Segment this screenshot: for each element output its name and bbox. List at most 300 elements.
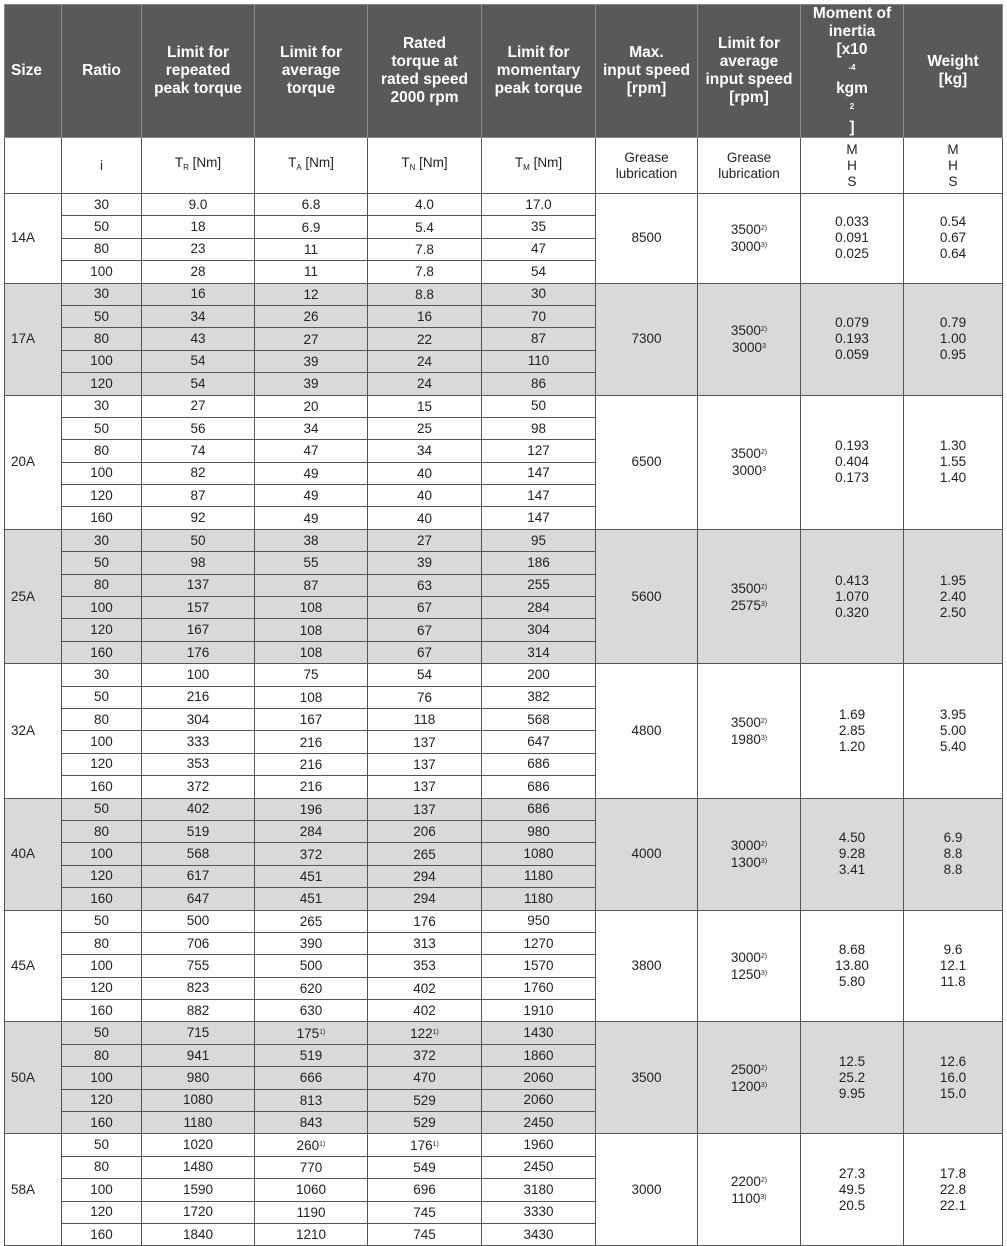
momentary-peak-torque-cell: 2450: [482, 1112, 596, 1134]
rated-torque-cell: 34: [368, 440, 482, 462]
size-group: [5, 529, 1003, 663]
max-input-speed-cell: 7300: [596, 283, 698, 395]
header-size: Size: [5, 5, 62, 138]
table-row: [5, 1022, 1003, 1044]
rated-torque-cell: 67: [368, 641, 482, 663]
ratio-cell: 30: [62, 194, 142, 216]
repeated-peak-torque-cell: 56: [142, 417, 255, 439]
rated-torque-cell: 122$^{1)}$: [368, 1022, 482, 1044]
max-input-speed-cell: 4000: [596, 798, 698, 910]
rated-torque-cell: 16: [368, 305, 482, 327]
unit-tr: $T_R$ [Nm]: [142, 138, 255, 194]
ratio-cell: 80: [62, 708, 142, 730]
avg-input-speed-cell: 3500$^{2)}$ 2575$^{3)}$: [698, 529, 801, 663]
momentary-peak-torque-cell: 568: [482, 708, 596, 730]
repeated-peak-torque-cell: 941: [142, 1044, 255, 1066]
rated-torque-cell: 313: [368, 932, 482, 954]
repeated-peak-torque-cell: 715: [142, 1022, 255, 1044]
unit-inertia: M H S: [801, 138, 904, 194]
average-torque-cell: 39: [255, 350, 368, 372]
momentary-peak-torque-cell: 47: [482, 238, 596, 260]
repeated-peak-torque-cell: 18: [142, 216, 255, 238]
ratio-cell: 100: [62, 350, 142, 372]
weight-cell: 9.6 12.1 11.8: [904, 910, 1003, 1022]
repeated-peak-torque-cell: 27: [142, 395, 255, 417]
average-torque-cell: 12: [255, 283, 368, 305]
header-average-torque: Limit for average torque: [255, 5, 368, 138]
rated-torque-cell: 7.8: [368, 238, 482, 260]
size-group: [5, 664, 1003, 798]
momentary-peak-torque-cell: 2450: [482, 1156, 596, 1178]
average-torque-cell: 284: [255, 820, 368, 842]
average-torque-cell: 87: [255, 574, 368, 596]
momentary-peak-torque-cell: 1270: [482, 932, 596, 954]
header-rated-torque: Rated torque at rated speed 2000 rpm: [368, 5, 482, 138]
average-torque-cell: 108: [255, 641, 368, 663]
repeated-peak-torque-cell: 568: [142, 843, 255, 865]
momentary-peak-torque-cell: 950: [482, 910, 596, 932]
momentary-peak-torque-cell: 1760: [482, 977, 596, 999]
max-input-speed-cell: 4800: [596, 664, 698, 798]
average-torque-cell: 770: [255, 1156, 368, 1178]
inertia-cell: 0.033 0.091 0.025: [801, 194, 904, 284]
repeated-peak-torque-cell: 1020: [142, 1134, 255, 1156]
rated-torque-cell: 265: [368, 843, 482, 865]
repeated-peak-torque-cell: 1840: [142, 1223, 255, 1245]
repeated-peak-torque-cell: 372: [142, 776, 255, 798]
average-torque-cell: 20: [255, 395, 368, 417]
rated-torque-cell: 63: [368, 574, 482, 596]
size-group: [5, 910, 1003, 1022]
size-cell: 17A: [5, 283, 62, 395]
rated-torque-cell: 470: [368, 1067, 482, 1089]
average-torque-cell: 11: [255, 261, 368, 283]
rated-torque-cell: 67: [368, 619, 482, 641]
ratio-cell: 50: [62, 417, 142, 439]
repeated-peak-torque-cell: 1590: [142, 1179, 255, 1201]
table-row: [5, 910, 1003, 932]
momentary-peak-torque-cell: 3330: [482, 1201, 596, 1223]
average-torque-cell: 39: [255, 373, 368, 395]
repeated-peak-torque-cell: 500: [142, 910, 255, 932]
repeated-peak-torque-cell: 216: [142, 686, 255, 708]
average-torque-cell: 55: [255, 552, 368, 574]
avg-input-speed-cell: 2500$^{2)}$ 1200$^{3)}$: [698, 1022, 801, 1134]
momentary-peak-torque-cell: 686: [482, 753, 596, 775]
momentary-peak-torque-cell: 304: [482, 619, 596, 641]
max-input-speed-cell: 6500: [596, 395, 698, 529]
average-torque-cell: 1060: [255, 1179, 368, 1201]
momentary-peak-torque-cell: 95: [482, 529, 596, 551]
repeated-peak-torque-cell: 28: [142, 261, 255, 283]
repeated-peak-torque-cell: 157: [142, 597, 255, 619]
header-row: [5, 5, 1003, 138]
repeated-peak-torque-cell: 176: [142, 641, 255, 663]
weight-cell: 6.9 8.8 8.8: [904, 798, 1003, 910]
momentary-peak-torque-cell: 186: [482, 552, 596, 574]
rated-torque-cell: 745: [368, 1223, 482, 1245]
rated-torque-cell: 529: [368, 1112, 482, 1134]
repeated-peak-torque-cell: 16: [142, 283, 255, 305]
inertia-cell: 0.193 0.404 0.173: [801, 395, 904, 529]
inertia-cell: 4.50 9.28 3.41: [801, 798, 904, 910]
repeated-peak-torque-cell: 82: [142, 462, 255, 484]
header-ratio: Ratio: [62, 5, 142, 138]
repeated-peak-torque-cell: 304: [142, 708, 255, 730]
average-torque-cell: 49: [255, 485, 368, 507]
average-torque-cell: 6.8: [255, 194, 368, 216]
rated-torque-cell: 372: [368, 1044, 482, 1066]
ratio-cell: 80: [62, 328, 142, 350]
unit-tm: $T_M$ [Nm]: [482, 138, 596, 194]
momentary-peak-torque-cell: 255: [482, 574, 596, 596]
rated-torque-cell: 118: [368, 708, 482, 730]
ratio-cell: 80: [62, 820, 142, 842]
average-torque-cell: 26: [255, 305, 368, 327]
ratio-cell: 50: [62, 1022, 142, 1044]
momentary-peak-torque-cell: 1860: [482, 1044, 596, 1066]
ratio-cell: 50: [62, 552, 142, 574]
average-torque-cell: 451: [255, 865, 368, 887]
weight-cell: 12.6 16.0 15.0: [904, 1022, 1003, 1134]
size-cell: 40A: [5, 798, 62, 910]
repeated-peak-torque-cell: 353: [142, 753, 255, 775]
rated-torque-cell: 745: [368, 1201, 482, 1223]
gear-spec-table: [4, 4, 1003, 1246]
ratio-cell: 160: [62, 888, 142, 910]
average-torque-cell: 49: [255, 507, 368, 529]
repeated-peak-torque-cell: 980: [142, 1067, 255, 1089]
average-torque-cell: 390: [255, 932, 368, 954]
ratio-cell: 120: [62, 977, 142, 999]
size-cell: 20A: [5, 395, 62, 529]
size-group: [5, 798, 1003, 910]
weight-cell: 0.54 0.67 0.64: [904, 194, 1003, 284]
ratio-cell: 30: [62, 395, 142, 417]
avg-input-speed-cell: 3500$^{2)}$ 3000$^3$: [698, 283, 801, 395]
average-torque-cell: 216: [255, 731, 368, 753]
momentary-peak-torque-cell: 382: [482, 686, 596, 708]
ratio-cell: 160: [62, 1112, 142, 1134]
average-torque-cell: 11: [255, 238, 368, 260]
rated-torque-cell: 402: [368, 1000, 482, 1022]
unit-size: [5, 138, 62, 194]
rated-torque-cell: 137: [368, 776, 482, 798]
size-cell: 50A: [5, 1022, 62, 1134]
rated-torque-cell: 7.8: [368, 261, 482, 283]
ratio-cell: 120: [62, 753, 142, 775]
repeated-peak-torque-cell: 647: [142, 888, 255, 910]
table-row: [5, 395, 1003, 417]
momentary-peak-torque-cell: 127: [482, 440, 596, 462]
rated-torque-cell: 67: [368, 597, 482, 619]
rated-torque-cell: 696: [368, 1179, 482, 1201]
header-weight: Weight [kg]: [904, 5, 1003, 138]
units-row: [5, 138, 1003, 194]
ratio-cell: 50: [62, 798, 142, 820]
momentary-peak-torque-cell: 3180: [482, 1179, 596, 1201]
avg-input-speed-cell: 3500$^{2)}$ 3000$^{3)}$: [698, 194, 801, 284]
average-torque-cell: 1190: [255, 1201, 368, 1223]
average-torque-cell: 260$^{1)}$: [255, 1134, 368, 1156]
momentary-peak-torque-cell: 98: [482, 417, 596, 439]
rated-torque-cell: 22: [368, 328, 482, 350]
ratio-cell: 80: [62, 440, 142, 462]
header-moment-of-inertia: Moment of inertia [x10 $^{-4}$ kgm $^2$ ]: [801, 5, 904, 138]
momentary-peak-torque-cell: 980: [482, 820, 596, 842]
momentary-peak-torque-cell: 87: [482, 328, 596, 350]
rated-torque-cell: 40: [368, 462, 482, 484]
repeated-peak-torque-cell: 9.0: [142, 194, 255, 216]
momentary-peak-torque-cell: 1180: [482, 888, 596, 910]
inertia-cell: 0.413 1.070 0.320: [801, 529, 904, 663]
avg-input-speed-cell: 2200$^{2)}$ 1100$^{3)}$: [698, 1134, 801, 1246]
rated-torque-cell: 402: [368, 977, 482, 999]
rated-torque-cell: 76: [368, 686, 482, 708]
average-torque-cell: 666: [255, 1067, 368, 1089]
repeated-peak-torque-cell: 23: [142, 238, 255, 260]
rated-torque-cell: 25: [368, 417, 482, 439]
repeated-peak-torque-cell: 43: [142, 328, 255, 350]
size-group: [5, 395, 1003, 529]
ratio-cell: 50: [62, 686, 142, 708]
repeated-peak-torque-cell: 137: [142, 574, 255, 596]
rated-torque-cell: 54: [368, 664, 482, 686]
momentary-peak-torque-cell: 110: [482, 350, 596, 372]
avg-input-speed-cell: 3000$^{2)}$ 1250$^{3)}$: [698, 910, 801, 1022]
size-group: [5, 283, 1003, 395]
repeated-peak-torque-cell: 333: [142, 731, 255, 753]
rated-torque-cell: 8.8: [368, 283, 482, 305]
ratio-cell: 50: [62, 305, 142, 327]
momentary-peak-torque-cell: 30: [482, 283, 596, 305]
momentary-peak-torque-cell: 1430: [482, 1022, 596, 1044]
momentary-peak-torque-cell: 147: [482, 485, 596, 507]
repeated-peak-torque-cell: 1080: [142, 1089, 255, 1111]
average-torque-cell: 620: [255, 977, 368, 999]
momentary-peak-torque-cell: 1080: [482, 843, 596, 865]
ratio-cell: 50: [62, 1134, 142, 1156]
average-torque-cell: 216: [255, 753, 368, 775]
max-input-speed-cell: 3800: [596, 910, 698, 1022]
size-group: [5, 194, 1003, 284]
unit-avg-speed: Grease lubrication: [698, 138, 801, 194]
rated-torque-cell: 24: [368, 373, 482, 395]
repeated-peak-torque-cell: 50: [142, 529, 255, 551]
rated-torque-cell: 40: [368, 507, 482, 529]
repeated-peak-torque-cell: 1480: [142, 1156, 255, 1178]
rated-torque-cell: 176: [368, 910, 482, 932]
momentary-peak-torque-cell: 1570: [482, 955, 596, 977]
repeated-peak-torque-cell: 54: [142, 350, 255, 372]
avg-input-speed-cell: 3500$^{2)}$ 1980$^{3)}$: [698, 664, 801, 798]
repeated-peak-torque-cell: 1180: [142, 1112, 255, 1134]
momentary-peak-torque-cell: 86: [482, 373, 596, 395]
momentary-peak-torque-cell: 35: [482, 216, 596, 238]
average-torque-cell: 843: [255, 1112, 368, 1134]
momentary-peak-torque-cell: 200: [482, 664, 596, 686]
ratio-cell: 120: [62, 1201, 142, 1223]
average-torque-cell: 265: [255, 910, 368, 932]
ratio-cell: 80: [62, 932, 142, 954]
rated-torque-cell: 40: [368, 485, 482, 507]
table-row: [5, 1134, 1003, 1156]
ratio-cell: 50: [62, 216, 142, 238]
inertia-cell: 12.5 25.2 9.95: [801, 1022, 904, 1134]
weight-cell: 1.95 2.40 2.50: [904, 529, 1003, 663]
momentary-peak-torque-cell: 2060: [482, 1089, 596, 1111]
inertia-cell: 1.69 2.85 1.20: [801, 664, 904, 798]
momentary-peak-torque-cell: 54: [482, 261, 596, 283]
size-cell: 25A: [5, 529, 62, 663]
unit-weight: M H S: [904, 138, 1003, 194]
repeated-peak-torque-cell: 755: [142, 955, 255, 977]
momentary-peak-torque-cell: 70: [482, 305, 596, 327]
ratio-cell: 100: [62, 731, 142, 753]
repeated-peak-torque-cell: 519: [142, 820, 255, 842]
rated-torque-cell: 39: [368, 552, 482, 574]
repeated-peak-torque-cell: 100: [142, 664, 255, 686]
rated-torque-cell: 294: [368, 865, 482, 887]
rated-torque-cell: 137: [368, 798, 482, 820]
momentary-peak-torque-cell: 1960: [482, 1134, 596, 1156]
average-torque-cell: 372: [255, 843, 368, 865]
momentary-peak-torque-cell: 1910: [482, 1000, 596, 1022]
avg-input-speed-cell: 3500$^{2)}$ 3000$^3$: [698, 395, 801, 529]
unit-ratio: i: [62, 138, 142, 194]
momentary-peak-torque-cell: 686: [482, 776, 596, 798]
rated-torque-cell: 137: [368, 753, 482, 775]
ratio-cell: 120: [62, 485, 142, 507]
ratio-cell: 160: [62, 776, 142, 798]
table-row: [5, 194, 1003, 216]
ratio-cell: 120: [62, 1089, 142, 1111]
repeated-peak-torque-cell: 617: [142, 865, 255, 887]
ratio-cell: 100: [62, 1067, 142, 1089]
ratio-cell: 30: [62, 529, 142, 551]
ratio-cell: 80: [62, 238, 142, 260]
unit-ta: $T_A$ [Nm]: [255, 138, 368, 194]
ratio-cell: 120: [62, 619, 142, 641]
size-group: [5, 1134, 1003, 1246]
table-row: [5, 283, 1003, 305]
max-input-speed-cell: 3500: [596, 1022, 698, 1134]
average-torque-cell: 813: [255, 1089, 368, 1111]
average-torque-cell: 49: [255, 462, 368, 484]
rated-torque-cell: 176$^{1)}$: [368, 1134, 482, 1156]
weight-cell: 0.79 1.00 0.95: [904, 283, 1003, 395]
momentary-peak-torque-cell: 1180: [482, 865, 596, 887]
header-average-input-speed: Limit for average input speed [rpm]: [698, 5, 801, 138]
momentary-peak-torque-cell: 686: [482, 798, 596, 820]
momentary-peak-torque-cell: 147: [482, 507, 596, 529]
average-torque-cell: 630: [255, 1000, 368, 1022]
header-max-input-speed: Max. input speed [rpm]: [596, 5, 698, 138]
momentary-peak-torque-cell: 647: [482, 731, 596, 753]
table-header: [5, 5, 1003, 194]
rated-torque-cell: 15: [368, 395, 482, 417]
ratio-cell: 50: [62, 910, 142, 932]
repeated-peak-torque-cell: 92: [142, 507, 255, 529]
rated-torque-cell: 4.0: [368, 194, 482, 216]
repeated-peak-torque-cell: 1720: [142, 1201, 255, 1223]
size-group: [5, 1022, 1003, 1134]
rated-torque-cell: 353: [368, 955, 482, 977]
ratio-cell: 100: [62, 1179, 142, 1201]
rated-torque-cell: 206: [368, 820, 482, 842]
inertia-cell: 27.3 49.5 20.5: [801, 1134, 904, 1246]
average-torque-cell: 38: [255, 529, 368, 551]
ratio-cell: 30: [62, 283, 142, 305]
average-torque-cell: 47: [255, 440, 368, 462]
average-torque-cell: 108: [255, 597, 368, 619]
inertia-cell: 8.68 13.80 5.80: [801, 910, 904, 1022]
size-cell: 45A: [5, 910, 62, 1022]
ratio-cell: 160: [62, 1000, 142, 1022]
repeated-peak-torque-cell: 54: [142, 373, 255, 395]
size-cell: 32A: [5, 664, 62, 798]
ratio-cell: 30: [62, 664, 142, 686]
average-torque-cell: 34: [255, 417, 368, 439]
average-torque-cell: 167: [255, 708, 368, 730]
size-cell: 58A: [5, 1134, 62, 1246]
rated-torque-cell: 294: [368, 888, 482, 910]
max-input-speed-cell: 3000: [596, 1134, 698, 1246]
table-row: [5, 798, 1003, 820]
ratio-cell: 100: [62, 955, 142, 977]
average-torque-cell: 108: [255, 619, 368, 641]
inertia-cell: 0.079 0.193 0.059: [801, 283, 904, 395]
repeated-peak-torque-cell: 706: [142, 932, 255, 954]
average-torque-cell: 500: [255, 955, 368, 977]
average-torque-cell: 6.9: [255, 216, 368, 238]
repeated-peak-torque-cell: 87: [142, 485, 255, 507]
average-torque-cell: 216: [255, 776, 368, 798]
momentary-peak-torque-cell: 2060: [482, 1067, 596, 1089]
header-momentary-peak-torque: Limit for momentary peak torque: [482, 5, 596, 138]
ratio-cell: 100: [62, 462, 142, 484]
rated-torque-cell: 5.4: [368, 216, 482, 238]
table-row: [5, 529, 1003, 551]
header-repeated-peak-torque: Limit for repeated peak torque: [142, 5, 255, 138]
ratio-cell: 160: [62, 507, 142, 529]
average-torque-cell: 175$^{1)}$: [255, 1022, 368, 1044]
average-torque-cell: 27: [255, 328, 368, 350]
ratio-cell: 100: [62, 261, 142, 283]
momentary-peak-torque-cell: 17.0: [482, 194, 596, 216]
rated-torque-cell: 24: [368, 350, 482, 372]
weight-cell: 1.30 1.55 1.40: [904, 395, 1003, 529]
rated-torque-cell: 549: [368, 1156, 482, 1178]
unit-max-speed: Grease lubrication: [596, 138, 698, 194]
average-torque-cell: 519: [255, 1044, 368, 1066]
repeated-peak-torque-cell: 74: [142, 440, 255, 462]
avg-input-speed-cell: 3000$^{2)}$ 1300$^{3)}$: [698, 798, 801, 910]
ratio-cell: 160: [62, 1223, 142, 1245]
table-row: [5, 664, 1003, 686]
repeated-peak-torque-cell: 98: [142, 552, 255, 574]
ratio-cell: 120: [62, 373, 142, 395]
rated-torque-cell: 137: [368, 731, 482, 753]
repeated-peak-torque-cell: 167: [142, 619, 255, 641]
average-torque-cell: 1210: [255, 1223, 368, 1245]
repeated-peak-torque-cell: 823: [142, 977, 255, 999]
ratio-cell: 120: [62, 865, 142, 887]
max-input-speed-cell: 8500: [596, 194, 698, 284]
rated-torque-cell: 27: [368, 529, 482, 551]
ratio-cell: 80: [62, 574, 142, 596]
max-input-speed-cell: 5600: [596, 529, 698, 663]
